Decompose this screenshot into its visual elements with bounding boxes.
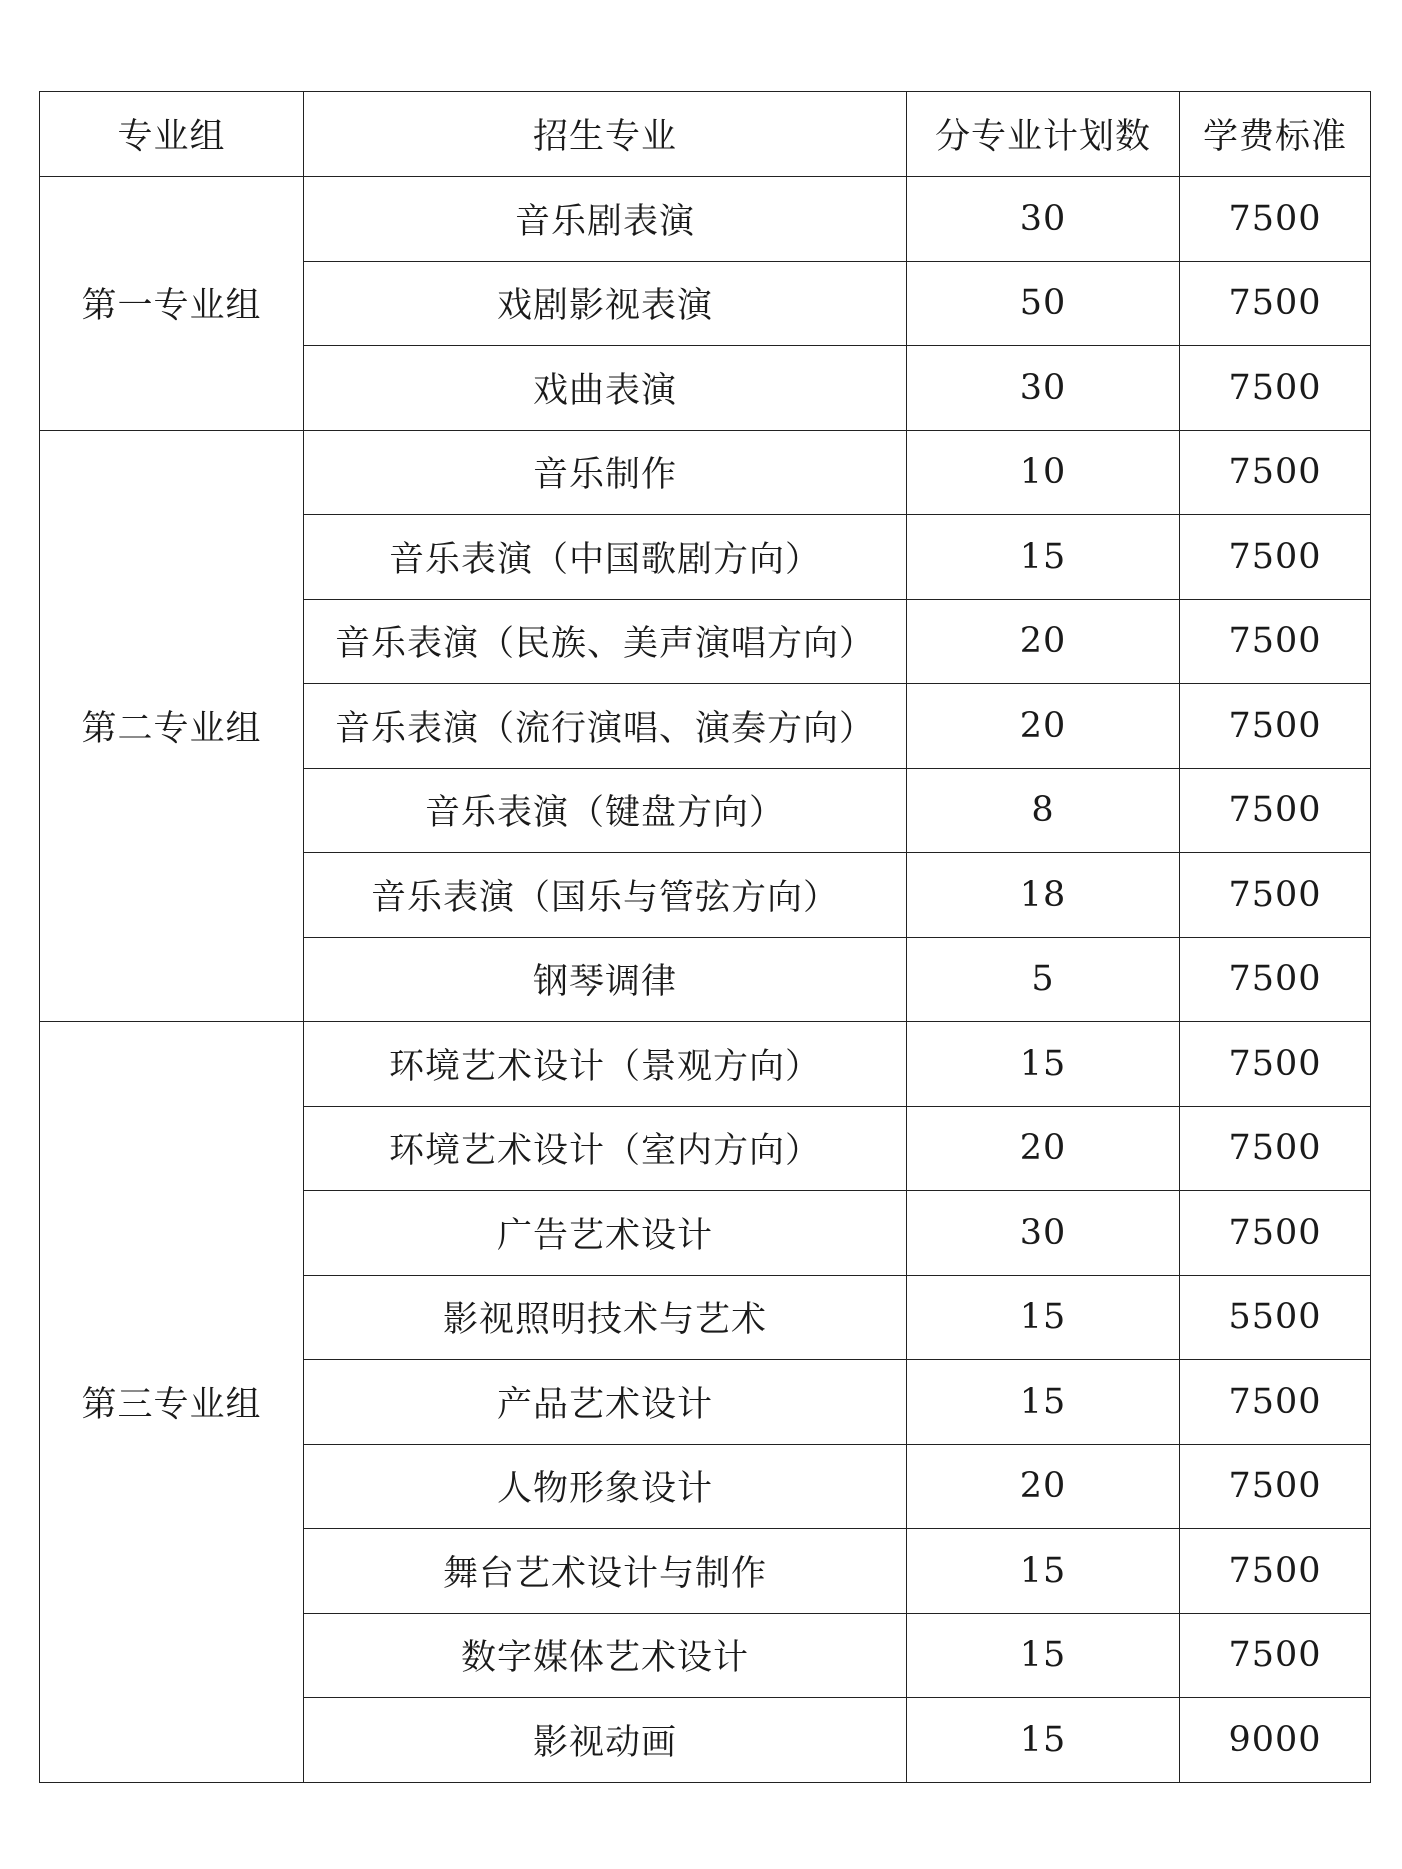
tuition-cell: 7500	[1180, 1360, 1371, 1445]
major-cell: 戏剧影视表演	[304, 261, 907, 346]
tuition-cell: 7500	[1180, 261, 1371, 346]
major-group-cell: 第二专业组	[40, 430, 304, 1022]
plan-count-cell: 15	[907, 1698, 1180, 1783]
header-tuition: 学费标准	[1180, 92, 1371, 177]
major-group-cell: 第三专业组	[40, 1022, 304, 1783]
major-cell: 音乐表演（民族、美声演唱方向）	[304, 599, 907, 684]
plan-count-cell: 30	[907, 177, 1180, 262]
major-cell: 音乐表演（流行演唱、演奏方向）	[304, 684, 907, 769]
plan-count-cell: 20	[907, 1444, 1180, 1529]
tuition-cell: 7500	[1180, 1191, 1371, 1276]
plan-count-cell: 15	[907, 1275, 1180, 1360]
tuition-cell: 7500	[1180, 853, 1371, 938]
tuition-cell: 7500	[1180, 1022, 1371, 1107]
major-cell: 环境艺术设计（景观方向）	[304, 1022, 907, 1107]
plan-count-cell: 15	[907, 1529, 1180, 1614]
major-cell: 影视照明技术与艺术	[304, 1275, 907, 1360]
major-cell: 音乐表演（国乐与管弦方向）	[304, 853, 907, 938]
tuition-cell: 7500	[1180, 177, 1371, 262]
plan-count-cell: 18	[907, 853, 1180, 938]
major-cell: 舞台艺术设计与制作	[304, 1529, 907, 1614]
header-major: 招生专业	[304, 92, 907, 177]
tuition-cell: 7500	[1180, 768, 1371, 853]
table-row	[40, 1022, 1371, 1107]
plan-count-cell: 50	[907, 261, 1180, 346]
plan-count-cell: 30	[907, 1191, 1180, 1276]
tuition-cell: 7500	[1180, 684, 1371, 769]
major-cell: 产品艺术设计	[304, 1360, 907, 1445]
tuition-cell: 7500	[1180, 599, 1371, 684]
enrollment-table	[39, 91, 1371, 1783]
plan-count-cell: 20	[907, 599, 1180, 684]
plan-count-cell: 30	[907, 346, 1180, 431]
major-cell: 音乐剧表演	[304, 177, 907, 262]
major-cell: 音乐表演（中国歌剧方向）	[304, 515, 907, 600]
tuition-cell: 7500	[1180, 1444, 1371, 1529]
table-body	[40, 92, 1371, 1783]
plan-count-cell: 15	[907, 515, 1180, 600]
tuition-cell: 7500	[1180, 515, 1371, 600]
major-cell: 数字媒体艺术设计	[304, 1613, 907, 1698]
header-major-group: 专业组	[40, 92, 304, 177]
major-group-cell: 第一专业组	[40, 177, 304, 431]
tuition-cell: 7500	[1180, 1106, 1371, 1191]
tuition-cell: 7500	[1180, 1613, 1371, 1698]
table-row	[40, 177, 1371, 262]
tuition-cell: 7500	[1180, 937, 1371, 1022]
major-cell: 影视动画	[304, 1698, 907, 1783]
major-cell: 人物形象设计	[304, 1444, 907, 1529]
plan-count-cell: 8	[907, 768, 1180, 853]
plan-count-cell: 20	[907, 684, 1180, 769]
table-row	[40, 430, 1371, 515]
tuition-cell: 5500	[1180, 1275, 1371, 1360]
major-cell: 广告艺术设计	[304, 1191, 907, 1276]
tuition-cell: 7500	[1180, 1529, 1371, 1614]
plan-count-cell: 15	[907, 1360, 1180, 1445]
major-cell: 音乐制作	[304, 430, 907, 515]
plan-count-cell: 10	[907, 430, 1180, 515]
plan-count-cell: 20	[907, 1106, 1180, 1191]
major-cell: 环境艺术设计（室内方向）	[304, 1106, 907, 1191]
major-cell: 戏曲表演	[304, 346, 907, 431]
tuition-cell: 7500	[1180, 430, 1371, 515]
plan-count-cell: 5	[907, 937, 1180, 1022]
header-plan-count: 分专业计划数	[907, 92, 1180, 177]
tuition-cell: 7500	[1180, 346, 1371, 431]
tuition-cell: 9000	[1180, 1698, 1371, 1783]
major-cell: 钢琴调律	[304, 937, 907, 1022]
major-cell: 音乐表演（键盘方向）	[304, 768, 907, 853]
plan-count-cell: 15	[907, 1022, 1180, 1107]
plan-count-cell: 15	[907, 1613, 1180, 1698]
table-header-row	[40, 92, 1371, 177]
